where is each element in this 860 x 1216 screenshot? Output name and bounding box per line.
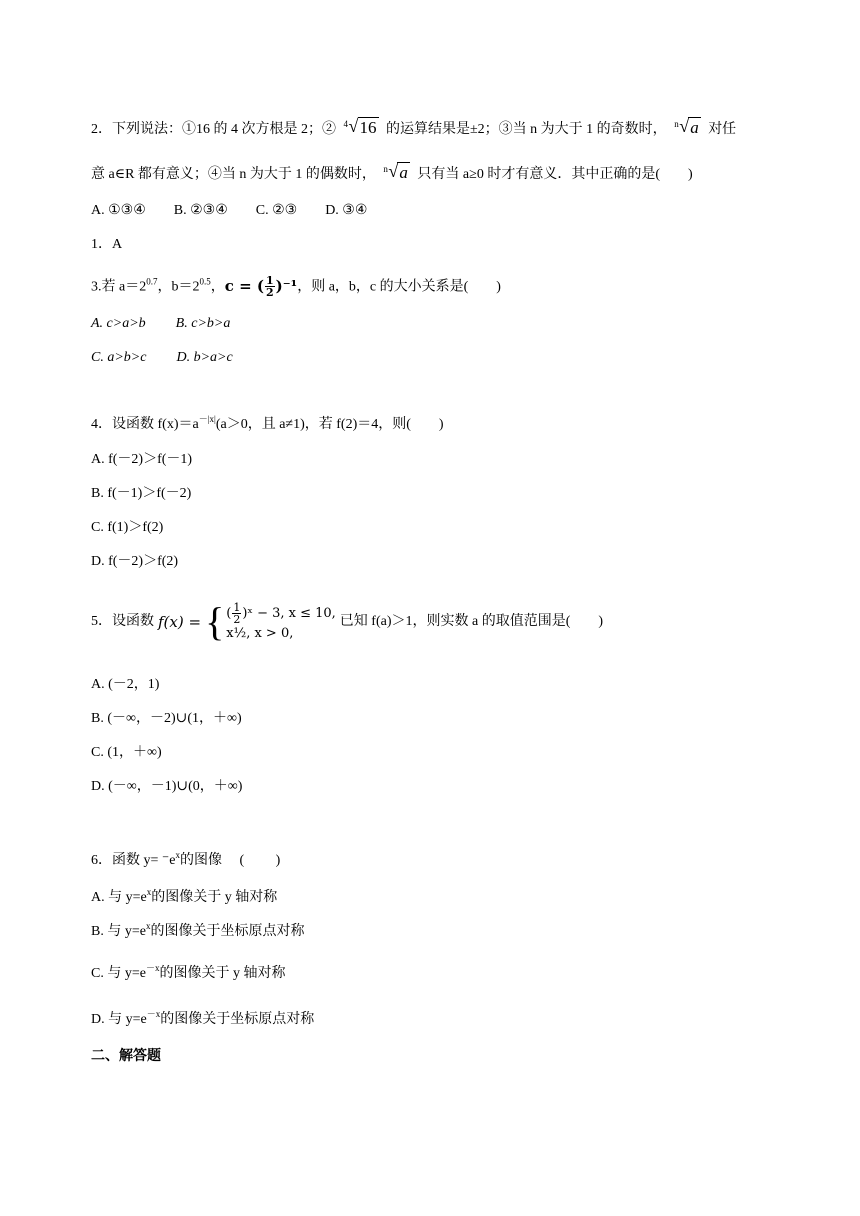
q6-c-exp: －x [145,963,160,973]
q4-exponent: －|x| [198,414,216,424]
q5-text-a: 5．设函数 [91,614,154,629]
q5-option-d: D. (－∞，－1)∪(0，＋∞) [91,779,243,794]
fraction-den: 2 [233,612,241,626]
nth-root-a [383,163,410,185]
q3-text-c: ， [210,279,225,295]
q2-text-c: 对任 [704,122,737,137]
q2-line1 [91,118,736,140]
q5-option-a: A. (－2，1) [91,677,160,692]
q6-option-b [91,922,304,942]
q6-d-prefix: D. 与 y=e [91,1012,147,1027]
q6-option-c [91,964,285,984]
root-radicand: a [690,118,699,137]
q6-b-suffix: 的图像关于坐标原点对称 [150,924,305,939]
section-heading: 二、解答题 [91,1047,161,1063]
q6-option-a [91,888,277,908]
left-brace-icon: { [205,599,225,644]
fraction-num: 1 [265,274,274,287]
c-exponent: )⁻¹ [275,276,298,295]
q6-exponent: x [175,850,180,860]
q2-text-b: 的运算结果是±2；③当 n 为大于 1 的奇数时， [382,122,671,137]
q3-option-a: A. c>a>b [91,316,146,331]
radical-sign-icon: √ [679,116,690,136]
fraction-den: 2 [265,286,274,299]
q3-text-a: 3.若 a＝2 [91,279,147,295]
q2-line2 [91,163,693,185]
q4-option-b: B. f(－1)＞f(－2) [91,486,192,501]
root-index: 4 [343,119,348,129]
q3-option-b: B. c>b>a [175,316,231,331]
q5-stem [91,600,603,644]
radical-sign-icon: √ [388,161,399,181]
fourth-root-16 [344,118,379,140]
q6-c-suffix: 的图像关于 y 轴对称 [159,966,286,981]
answer-1: 1．A [91,237,123,252]
q6-d-exp: －x [146,1009,161,1019]
q6-text-a: 6．函数 y= ⁻e [91,853,176,868]
q6-a-prefix: A. 与 y=e [91,890,147,905]
q3-options-row1 [91,314,230,334]
q2-options: A. ①③④ B. ②③④ C. ②③ D. ③④ [91,203,368,218]
q3-text-d: ，则 a，b，c 的大小关系是( ) [297,279,501,295]
b-exponent: 0.5 [199,276,211,287]
q6-a-suffix: 的图像关于 y 轴对称 [151,890,278,905]
q6-c-prefix: C. 与 y=e [91,966,146,981]
q5-option-b: B. (－∞，－2)∪(1，＋∞) [91,711,242,726]
c-label: c = ( [224,276,264,295]
q6-stem [91,851,280,871]
q6-d-suffix: 的图像关于坐标原点对称 [160,1012,315,1027]
q4-stem [91,415,444,435]
q6-b-exp: x [145,921,151,931]
q6-text-b: 的图像 ( ) [180,853,281,868]
q6-b-prefix: B. 与 y=e [91,924,146,939]
root-radicand: 16 [359,118,377,137]
q5-option-c: C. (1，＋∞) [91,745,162,760]
case-1: ( $\frac{1}{2}$ )ˣ − 3, x ≤ 10, [226,600,336,626]
root-index: n [674,119,679,129]
case-1-text: ˣ − 3, x ≤ 10, [247,605,336,621]
fraction-num: 1 [233,600,241,614]
q5-text-b: 已知 f(a)＞1，则实数 a 的取值范围是( ) [339,614,604,629]
q6-a-exp: x [146,887,152,897]
q4-text-a: 4．设函数 f(x)＝a [91,417,199,432]
function-cases [226,602,336,643]
q2-text-a: 2．下列说法：①16 的 4 次方根是 2；② [91,122,340,137]
root-radicand: a [399,163,408,182]
q3-option-c: C. a>b>c [91,350,147,365]
root-index: n [383,164,388,174]
q3-stem [91,275,501,298]
q3-text-b: ，b＝2 [157,279,200,295]
nth-root-a [674,118,701,140]
fraction-one-half [265,275,275,298]
radical-sign-icon: √ [348,116,359,136]
fraction-one-half [232,602,241,625]
q3-option-d: D. b>a>c [176,350,233,365]
piecewise-function [158,600,336,644]
q4-option-d: D. f(－2)＞f(2) [91,554,179,569]
a-exponent: 0.7 [146,276,158,287]
q4-text-b: (a＞0，且 a≠1)，若 f(2)＝4，则( ) [215,417,444,432]
function-name: f(x) = [158,613,202,631]
q4-option-c: C. f(1)＞f(2) [91,520,164,535]
q2-text-d: 意 a∈R 都有意义；④当 n 为大于 1 的偶数时， [91,167,380,182]
c-definition [224,274,298,299]
q3-options-row2 [91,348,233,368]
case-2: x½, x > 0, [226,625,294,641]
q2-text-e: 只有当 a≥0 时才有意义．其中正确的是( ) [413,167,693,182]
q4-option-a: A. f(－2)＞f(－1) [91,452,193,467]
q6-option-d [91,1010,314,1030]
